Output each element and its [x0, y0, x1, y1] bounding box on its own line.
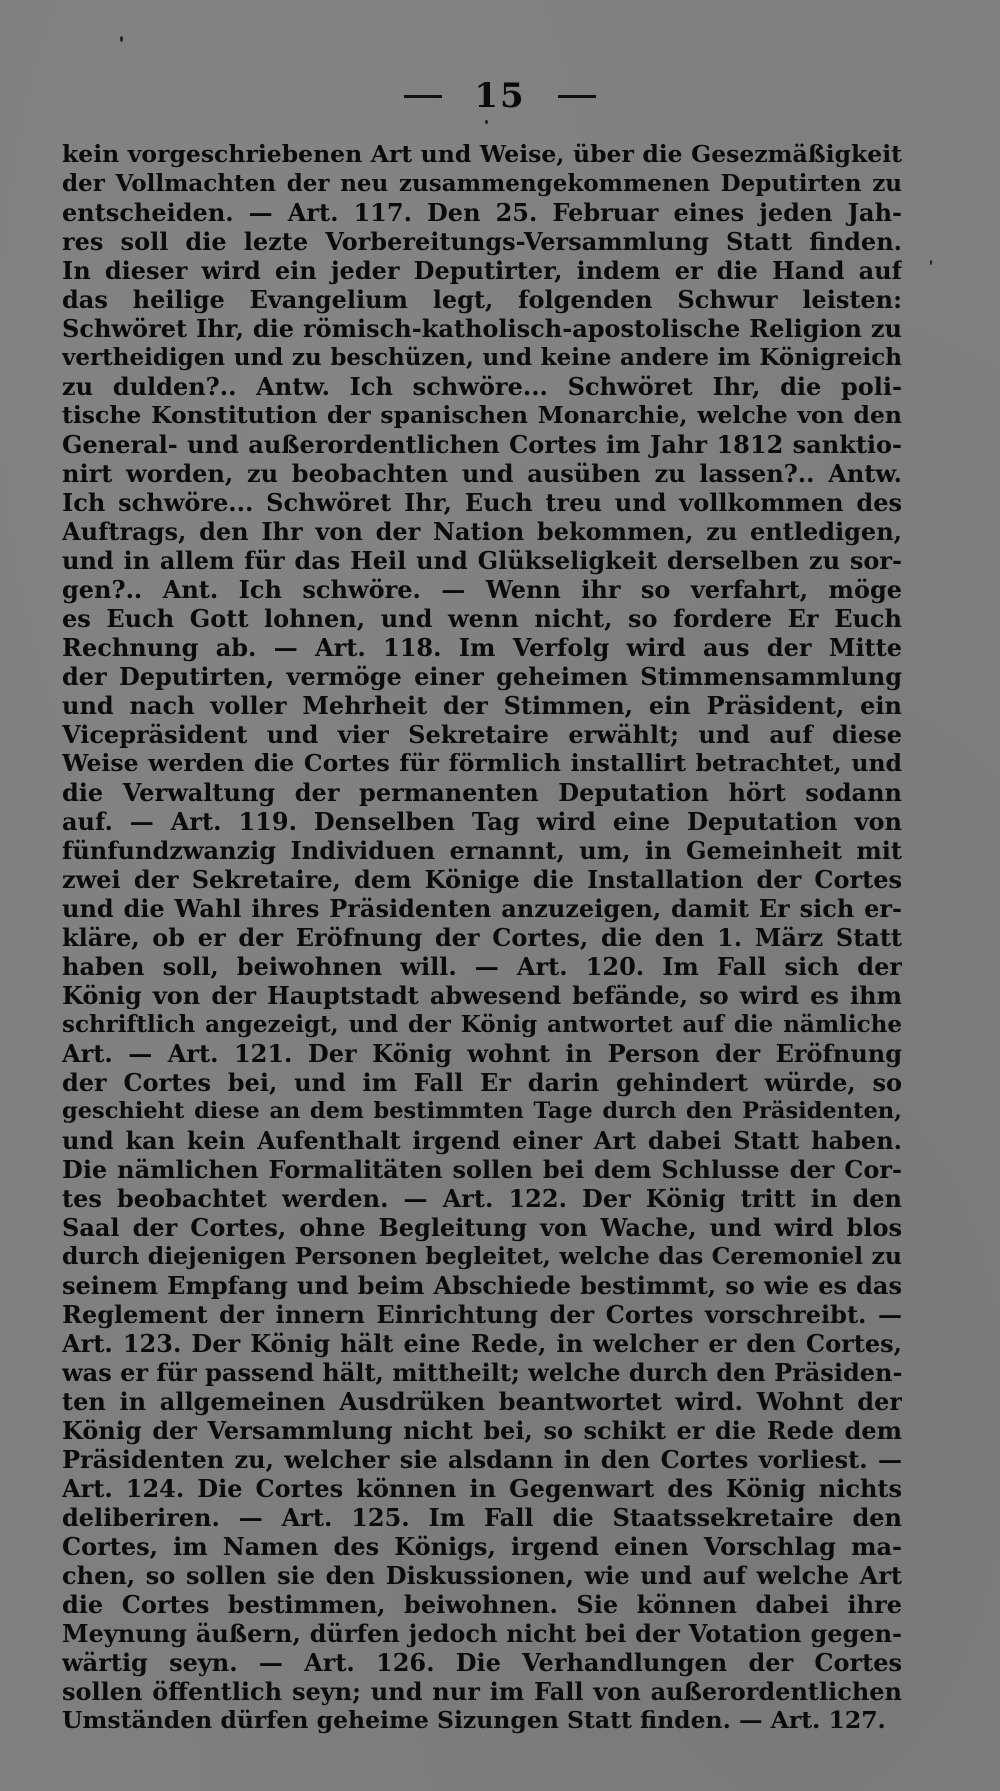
- text-line: die Cortes bestimmen, beiwohnen. Sie können dabei ihre: [62, 1590, 902, 1619]
- text-line: auf. — Art. 119. Denselben Tag wird eine Deputation von: [62, 807, 902, 836]
- text-line: deliberiren. — Art. 125. Im Fall die Staatssekretaire den: [62, 1503, 902, 1532]
- text-line: ten in allgemeinen Ausdrüken beantwortet wird. Wohnt der: [62, 1387, 902, 1416]
- text-line: entscheiden. — Art. 117. Den 25. Februar eines jeden Jah-: [62, 198, 902, 227]
- paper-speck: [120, 36, 123, 42]
- body-text: [62, 140, 902, 1735]
- text-line: General- und außerordentlichen Cortes im Jahr 1812 sanktio-: [62, 430, 902, 459]
- text-line: Art. 124. Die Cortes können in Gegenwart des König nichts: [62, 1474, 902, 1503]
- text-line: und die Wahl ihres Präsidenten anzuzeigen, damit Er sich er-: [62, 894, 902, 923]
- text-line: vertheidigen und zu beschüzen, und keine andere im Königreich: [62, 344, 902, 371]
- header-dash-right: [558, 95, 596, 98]
- text-line: res soll die lezte Vorbereitungs-Versammlung Statt finden.: [62, 227, 902, 256]
- text-line: zu dulden?.. Antw. Ich schwöre... Schwöret Ihr, die poli-: [62, 372, 902, 401]
- text-line: haben soll, beiwohnen will. — Art. 120. Im Fall sich der: [62, 952, 902, 981]
- page-header: [0, 74, 1000, 116]
- text-line: Reglement der innern Einrichtung der Cortes vorschreibt. —: [62, 1300, 902, 1329]
- text-line: Die nämlichen Formalitäten sollen bei dem Schlusse der Cor-: [62, 1155, 902, 1184]
- text-line: geschieht diese an dem bestimmten Tage durch den Präsidenten,: [62, 1098, 902, 1124]
- text-line: Auftrags, den Ihr von der Nation bekommen, zu entledigen,: [62, 517, 902, 546]
- text-line: Saal der Cortes, ohne Begleitung von Wache, und wird blos: [62, 1213, 902, 1242]
- text-line: Schwöret Ihr, die römisch-katholisch-apostolische Religion zu: [62, 314, 902, 343]
- text-line: fünfundzwanzig Individuen ernannt, um, in Gemeinheit mit: [62, 836, 902, 865]
- text-line: der Deputirten, vermöge einer geheimen Stimmensammlung: [62, 662, 902, 691]
- text-line: seinem Empfang und beim Abschiede bestimmt, so wie es das: [62, 1271, 902, 1300]
- text-line: König der Versammlung nicht bei, so schikt er die Rede dem: [62, 1416, 902, 1445]
- text-line: und nach voller Mehrheit der Stimmen, ein Präsident, ein: [62, 691, 902, 720]
- text-line: sollen öffentlich seyn; und nur im Fall von außerordentlichen: [62, 1677, 902, 1706]
- text-line: und in allem für das Heil und Glükseligkeit derselben zu sor-: [62, 546, 902, 575]
- text-line: Weise werden die Cortes für förmlich installirt betrachtet, und: [62, 749, 902, 777]
- text-line: In dieser wird ein jeder Deputirter, indem er die Hand auf: [62, 256, 902, 285]
- text-line: es Euch Gott lohnen, und wenn nicht, so fordere Er Euch: [62, 604, 902, 633]
- text-line: die Verwaltung der permanenten Deputation hört sodann: [62, 778, 902, 807]
- text-line: nirt worden, zu beobachten und ausüben zu lassen?.. Antw.: [62, 459, 902, 488]
- text-line: Ich schwöre... Schwöret Ihr, Euch treu und vollkommen des: [62, 488, 902, 517]
- text-line: Art. — Art. 121. Der König wohnt in Person der Eröfnung: [62, 1039, 902, 1068]
- paper-speck: [485, 120, 488, 124]
- text-line: tes beobachtet werden. — Art. 122. Der König tritt in den: [62, 1184, 902, 1213]
- text-line: zwei der Sekretaire, dem Könige die Installation der Cortes: [62, 865, 902, 894]
- text-line: Umständen dürfen geheime Sizungen Statt finden. — Art. 127.: [62, 1706, 886, 1734]
- text-line: kein vorgeschriebenen Art und Weise, über die Gesezmäßigkeit: [62, 140, 902, 168]
- text-line: Art. 123. Der König hält eine Rede, in welcher er den Cortes,: [62, 1329, 902, 1358]
- text-line: Cortes, im Namen des Königs, irgend einen Vorschlag ma-: [62, 1532, 902, 1561]
- page-number: 15: [474, 76, 526, 116]
- header-dash-left: [404, 95, 442, 98]
- text-line: König von der Hauptstadt abwesend befände, so wird es ihm: [62, 981, 902, 1010]
- text-line: Meynung äußern, dürfen jedoch nicht bei der Votation gegen-: [62, 1619, 902, 1648]
- text-line: Rechnung ab. — Art. 118. Im Verfolg wird aus der Mitte: [62, 633, 902, 662]
- text-line: Vicepräsident und vier Sekretaire erwählt; und auf diese: [62, 720, 902, 749]
- text-line: tische Konstitution der spanischen Monarchie, welche von den: [62, 401, 902, 429]
- text-line: chen, so sollen sie den Diskussionen, wie und auf welche Art: [62, 1561, 902, 1590]
- text-line: das heilige Evangelium legt, folgenden Schwur leisten:: [62, 285, 902, 314]
- text-line: durch diejenigen Personen begleitet, welche das Ceremoniel zu: [62, 1242, 902, 1270]
- text-line: der Cortes bei, und im Fall Er darin gehindert würde, so: [62, 1068, 902, 1097]
- text-line: und kan kein Aufenthalt irgend einer Art dabei Statt haben.: [62, 1126, 902, 1155]
- paper-speck: [930, 260, 932, 265]
- text-line: Präsidenten zu, welcher sie alsdann in den Cortes vorliest. —: [62, 1445, 902, 1474]
- text-line: gen?.. Ant. Ich schwöre. — Wenn ihr so verfahrt, möge: [62, 575, 902, 604]
- text-line: wärtig seyn. — Art. 126. Die Verhandlungen der Cortes: [62, 1648, 902, 1677]
- text-line: der Vollmachten der neu zusammengekommenen Deputirten zu: [62, 170, 902, 197]
- text-line: kläre, ob er der Eröfnung der Cortes, die den 1. März Statt: [62, 923, 902, 952]
- text-line: schriftlich angezeigt, und der König antwortet auf die nämliche: [62, 1011, 902, 1038]
- text-line: was er für passend hält, mittheilt; welche durch den Präsiden-: [62, 1358, 902, 1387]
